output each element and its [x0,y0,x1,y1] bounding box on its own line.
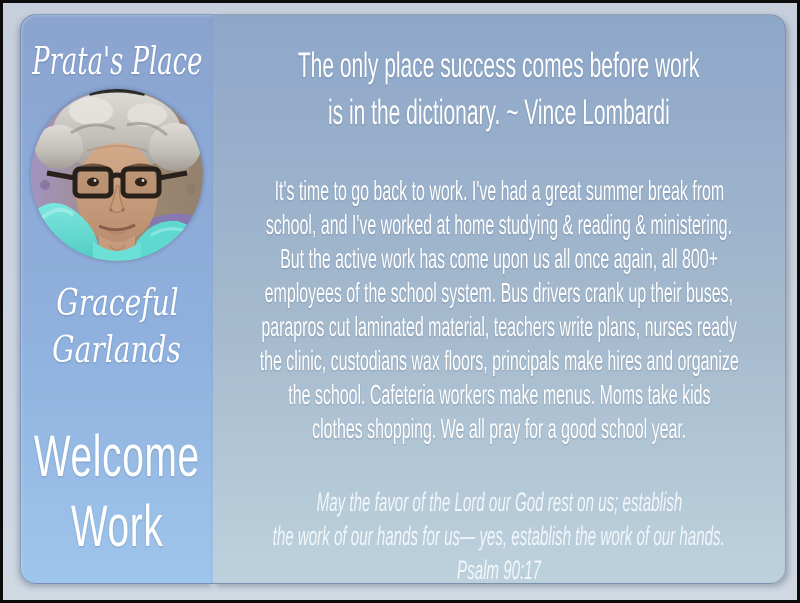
body-line: the school. Cafeteria workers make menus. Moms take kids [287,379,711,410]
profile-photo-illustration [31,89,203,261]
profile-photo [31,89,203,261]
verse-line: May the favor of the Lord our God rest on us; establish [316,486,682,517]
blog-title-text: Prata's Place [31,39,203,83]
content-panel [213,14,786,584]
subtitle-line: Garlands [52,330,182,371]
blog-subtitle [21,280,213,374]
body-paragraph [213,174,785,446]
welcome-heading [21,421,213,561]
sidebar-panel [20,14,213,584]
outer-frame [3,3,797,600]
subtitle-line: Graceful [55,283,179,324]
body-line: parapros cut laminated material, teachers write plans, nurses ready [261,311,737,342]
welcome-line: Work [70,493,164,559]
body-line: But the active work has come upon us all once again, all 800+ [280,243,718,274]
verse-line: the work of our hands for us— yes, establish the work of our hands. [272,520,726,551]
blog-title [21,39,213,83]
quote-heading [213,42,785,136]
quote-line: is in the dictionary. ~ Vince Lombardi [328,92,670,132]
scripture-verse [213,485,785,587]
body-line: the clinic, custodians wax floors, principals make hires and organize [259,345,739,376]
body-line: It's time to go back to work. I've had a great summer break from [274,175,724,206]
quote-line: The only place success comes before work [298,45,700,85]
body-line: employees of the school system. Bus drivers crank up their buses, [264,277,734,308]
body-line: clothes shopping. We all pray for a good school year. [311,413,687,444]
welcome-line: Welcome [34,423,200,489]
body-line: school, and I've worked at home studying & reading & ministering. [265,209,733,240]
verse-reference: Psalm 90:17 [456,554,542,585]
